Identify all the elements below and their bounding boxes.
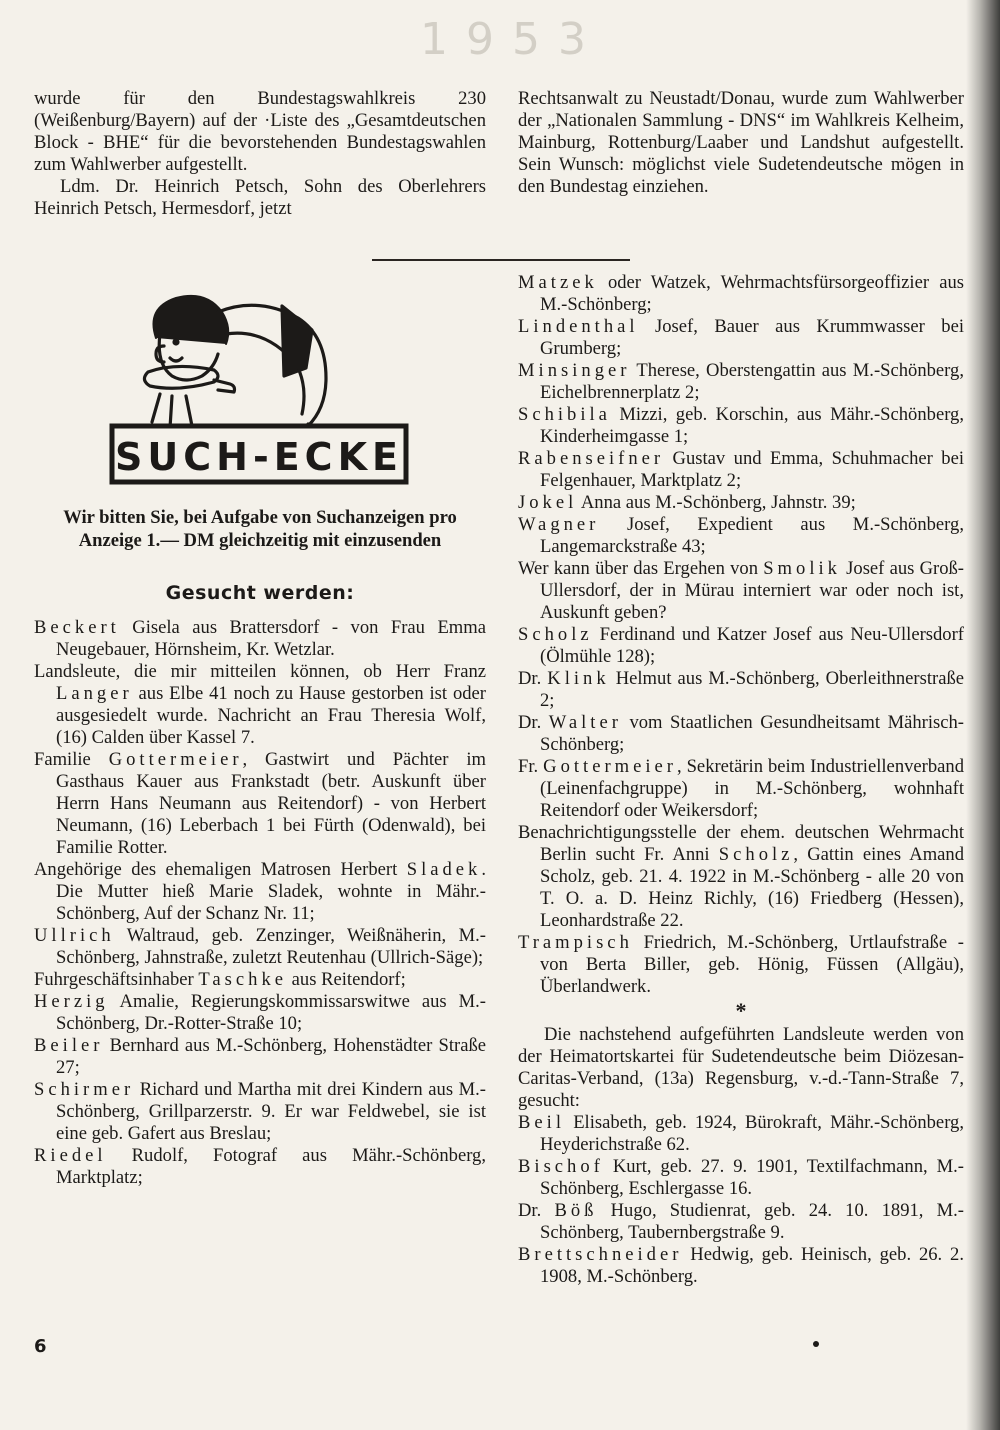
page-edge-shadow [966, 0, 1000, 1430]
paragraph: Rechtsanwalt zu Neustadt/Donau, wurde zum Wahlwerber der „Nationalen Sammlung - DNS“ im Wahlkreis Kelheim, Mainburg, Rottenburg/Laaber und Landshut aufgestellt. Sein Wunsch: möglichst viele Sudetendeutsche mögen in den Bundestag einziehen. [518, 88, 964, 197]
section-heading: Gesucht werden: [165, 582, 355, 604]
notice-paragraph: Die nachstehend aufgeführten Landsleute werden von der Heimatortskartei für Sudetendeutsche beim Diözesan-Caritas-Verband, (13a) Regensburg, v.-d.-Tann-Straße 7, gesucht: [518, 1024, 964, 1111]
search-entry: Dr. Böß Hugo, Studienrat, geb. 24. 10. 1891, M.-Schönberg, Taubernbergstraße 9. [518, 1200, 964, 1243]
search-entry: Riedel Rudolf, Fotograf aus Mähr.-Schönberg, Marktplatz; [34, 1145, 486, 1188]
search-entry: Beiler Bernhard aus M.-Schönberg, Hohenstädter Straße 27; [34, 1035, 486, 1078]
left-entries-column [34, 617, 486, 1189]
asterisk-separator: * [735, 998, 747, 1023]
search-entry: Schirmer Richard und Martha mit drei Kindern aus M.-Schönberg, Grillparzerstr. 9. Er war Feldwebel, sie ist eine geb. Gafert aus Breslau; [34, 1079, 486, 1144]
search-entry: Schibila Mizzi, geb. Korschin, aus Mähr.-Schönberg, Kinderheimgasse 1; [518, 404, 964, 447]
page-number: 6 [34, 1336, 47, 1357]
archive-stamp: 1953 [420, 14, 604, 65]
search-entry: Brettschneider Hedwig, geb. Heinisch, geb. 26. 2. 1908, M.-Schönberg. [518, 1244, 964, 1287]
search-entry: Bischof Kurt, geb. 27. 9. 1901, Textilfachmann, M.-Schönberg, Eschlergasse 16. [518, 1156, 964, 1199]
search-entry: Familie Gottermeier, Gastwirt und Pächter im Gasthaus Kauer aus Frankstadt (betr. Auskunft über Herrn Hans Neumann aus Reitendorf) - von Herbert Neumann, (16) Leberbach 1 bei Fürth (Odenwald), bei Familie Rotter. [34, 749, 486, 858]
search-entry: Beil Elisabeth, geb. 1924, Bürokraft, Mähr.-Schönberg, Heyderichstraße 62. [518, 1112, 964, 1155]
search-entry: Landsleute, die mir mitteilen können, ob Herr Franz Langer aus Elbe 41 noch zu Hause gestorben ist oder ausgesiedelt wurde. Nachricht an Frau Theresia Wolf, (16) Calden über Kassel 7. [34, 661, 486, 748]
search-entry: Matzek oder Watzek, Wehrmachtsfürsorgeoffizier aus M.-Schönberg; [518, 272, 964, 315]
search-entry: Minsinger Therese, Oberstengattin aus M.-Schönberg, Eichelbrennerplatz 2; [518, 360, 964, 403]
paragraph: wurde für den Bundestagswahlkreis 230 (Weißenburg/Bayern) auf der ·Liste des „Gesamtdeutschen Block - BHE“ für die bevorstehenden Bundestagswahlen zum Wahlwerber aufgestellt. [34, 88, 486, 175]
top-right-column [518, 88, 964, 198]
search-entry: Angehörige des ehemaligen Matrosen Herbert Sladek. Die Mutter hieß Marie Sladek, wohnte in Mähr.-Schönberg, Auf der Schanz Nr. 11; [34, 859, 486, 924]
logo-title: SUCH-ECKE [115, 435, 403, 479]
ink-dot [813, 1341, 819, 1347]
search-entry: Jokel Anna aus M.-Schönberg, Jahnstr. 39; [518, 492, 856, 513]
search-entry: Wagner Josef, Expedient aus M.-Schönberg, Langemarckstraße 43; [518, 514, 964, 557]
search-entry: Dr. Walter vom Staatlichen Gesundheitsamt Mährisch-Schönberg; [518, 712, 964, 755]
top-left-column [34, 88, 486, 220]
search-entry: Dr. Klink Helmut aus M.-Schönberg, Oberleithnerstraße 2; [518, 668, 964, 711]
appeal-text: Wir bitten Sie, bei Aufgabe von Suchanzeigen pro Anzeige 1.— DM gleichzeitig mit einzusenden [63, 507, 457, 551]
search-entry: Ullrich Waltraud, geb. Zenzinger, Weißnäherin, M.-Schönberg, Jahnstraße, zuletzt Reutenhau (Ullrich-Säge); [34, 925, 486, 968]
search-entry: Lindenthal Josef, Bauer aus Krummwasser bei Grumberg; [518, 316, 964, 359]
search-entry: Fr. Gottermeier, Sekretärin beim Industriellenverband (Leinenfachgruppe) in M.-Schönberg, wohnhaft Reitendorf oder Weikersdorf; [518, 756, 964, 821]
search-entry: Trampisch Friedrich, M.-Schönberg, Urtlaufstraße - von Berta Biller, geb. Hönig, Füssen (Allgäu), Überlandwerk. [518, 932, 964, 997]
paragraph: Ldm. Dr. Heinrich Petsch, Sohn des Oberlehrers Heinrich Petsch, Hermesdorf, jetzt [34, 176, 486, 219]
search-entry: Rabenseifner Gustav und Emma, Schuhmacher bei Felgenhauer, Marktplatz 2; [518, 448, 964, 491]
right-entries-column [518, 272, 964, 1288]
search-entry: Benachrichtigungsstelle der ehem. deutschen Wehrmacht Berlin sucht Fr. Anni Scholz, Gattin eines Amand Scholz, geb. 21. 4. 1922 in M.-Schönberg - alle 20 von T. O. a. D. Heinz Richly, (16) Friedberg (Hessen), Leonhardstraße 22. [518, 822, 965, 931]
search-entry: Scholz Ferdinand und Katzer Josef aus Neu-Ullersdorf (Ölmühle 128); [518, 624, 964, 667]
such-ecke-logo [106, 276, 412, 488]
search-entry: Wer kann über das Ergehen von Smolik Josef aus Groß-Ullersdorf, der in Mürau interniert war oder noch ist, Auskunft geben? [518, 558, 964, 623]
search-entry: Fuhrgeschäftsinhaber Taschke aus Reitendorf; [34, 969, 406, 990]
search-entry: Herzig Amalie, Regierungskommissarswitwe aus M.-Schönberg, Dr.-Rotter-Straße 10; [34, 991, 486, 1034]
section-divider [372, 259, 630, 261]
search-entry: Beckert Gisela aus Brattersdorf - von Frau Emma Neugebauer, Hörnsheim, Kr. Wetzlar. [34, 617, 486, 660]
